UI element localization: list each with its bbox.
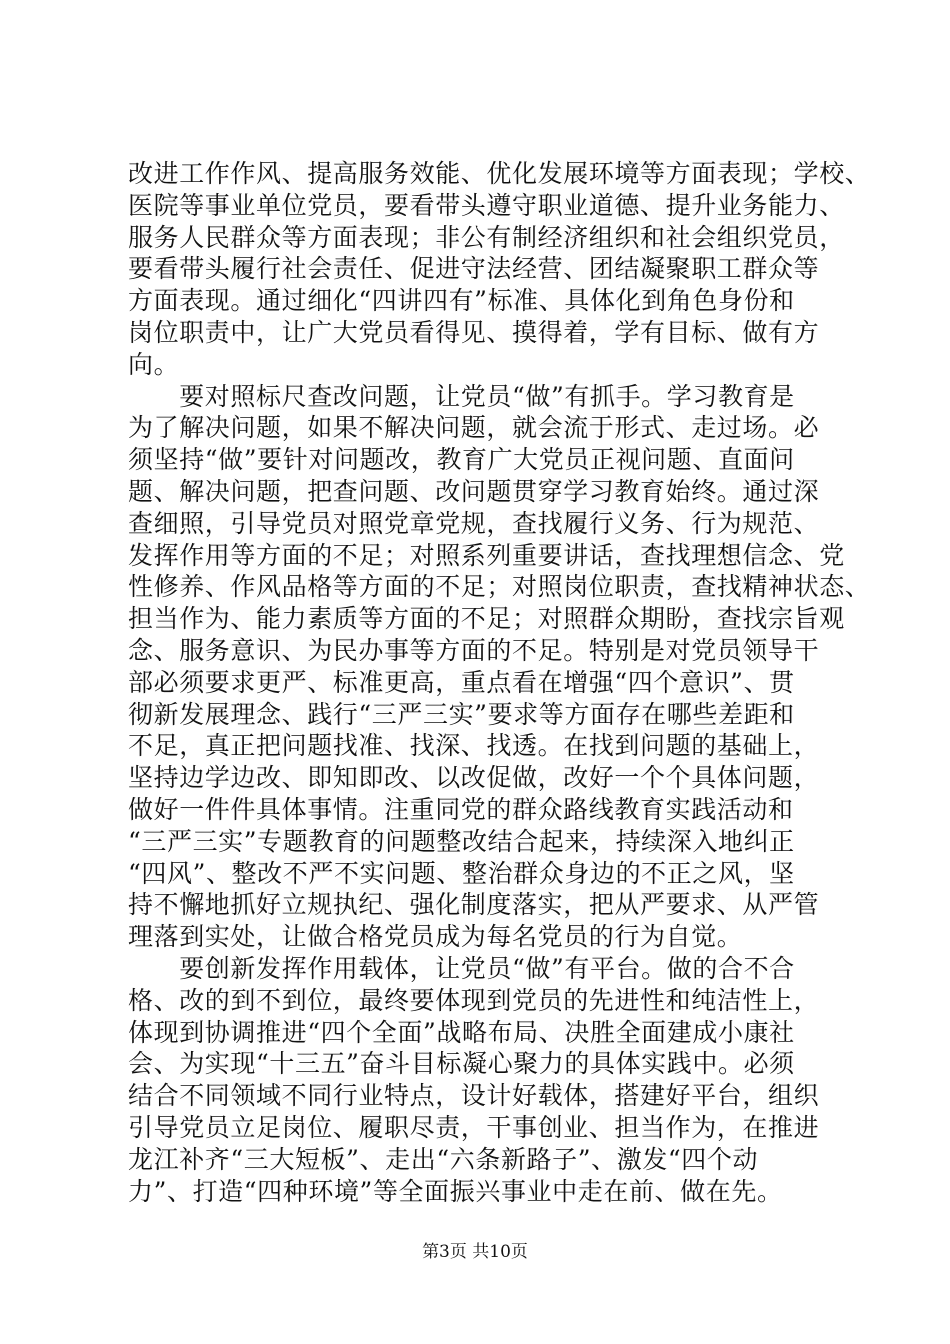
text-line: “四风”、整改不严不实问题、整治群众身边的不正之风，坚 (128, 858, 795, 888)
text-line: 为了解决问题，如果不解决问题，就会流于形式、走过场。必 (128, 413, 820, 443)
page-footer: 第3页 共10页 (422, 1242, 528, 1262)
text-line: 会、为实现“十三五”奋斗目标凝心聚力的具体实践中。必须 (128, 1049, 795, 1079)
text-line: 发挥作用等方面的不足；对照系列重要讲话，查找理想信念、党 (128, 540, 845, 570)
text-line: 向。 (128, 349, 180, 379)
text-line: 格、改的到不到位，最终要体现到党员的先进性和纯洁性上， (128, 985, 820, 1015)
text-line: 结合不同领域不同行业特点，设计好载体，搭建好平台，组织 (128, 1081, 820, 1111)
text-line: “三严三实”专题教育的问题整改结合起来，持续深入地纠正 (128, 826, 795, 856)
text-line: 要看带头履行社会责任、促进守法经营、团结凝聚职工群众等 (128, 254, 820, 284)
text-line: 改进工作作风、提高服务效能、优化发展环境等方面表现；学校、 (128, 159, 871, 188)
text-line: 须坚持“做”要针对问题改，教育广大党员正视问题、直面问 (128, 445, 795, 475)
text-line: 引导党员立足岗位、履职尽责，干事创业、担当作为，在推进 (128, 1112, 820, 1142)
text-line: 医院等事业单位党员，要看带头遵守职业道德、提升业务能力、 (128, 190, 845, 220)
text-line: 持不懈地抓好立规执纪、强化制度落实，把从严要求、从严管 (128, 890, 820, 920)
text-line: 服务人民群众等方面表现；非公有制经济组织和社会组织党员， (128, 222, 845, 252)
text-line: 做好一件件具体事情。注重同党的群众路线教育实践活动和 (128, 794, 794, 824)
text-line: 性修养、作风品格等方面的不足；对照岗位职责，查找精神状态、 (128, 572, 871, 602)
text-line: 要对照标尺查改问题，让党员“做”有抓手。学习教育是 (128, 381, 795, 411)
text-line: 要创新发挥作用载体，让党员“做”有平台。做的合不合 (128, 953, 795, 983)
text-line: 理落到实处，让做合格党员成为每名党员的行为自觉。 (128, 922, 743, 952)
text-line: 部必须要求更严、标准更高，重点看在增强“四个意识”、贯 (128, 667, 795, 697)
text-line: 担当作为、能力素质等方面的不足；对照群众期盼，查找宗旨观 (128, 604, 845, 634)
text-line: 题、解决问题，把查问题、改问题贯穿学习教育始终。通过深 (128, 476, 820, 506)
text-line: 念、服务意识、为民办事等方面的不足。特别是对党员领导干 (128, 635, 820, 665)
text-line: 岗位职责中，让广大党员看得见、摸得着，学有目标、做有方 (128, 317, 820, 347)
text-line: 不足，真正把问题找准、找深、找透。在找到问题的基础上， (128, 731, 820, 761)
text-line: 力”、打造“四种环境”等全面振兴事业中走在前、做在先。 (128, 1176, 783, 1206)
text-line: 方面表现。通过细化“四讲四有”标准、具体化到角色身份和 (128, 286, 795, 316)
body-text (128, 158, 871, 1207)
text-line: 查细照，引导党员对照党章党规，查找履行义务、行为规范、 (128, 508, 820, 538)
text-line: 龙江补齐“三大短板”、走出“六条新路子”、激发“四个动 (128, 1144, 759, 1174)
text-line: 体现到协调推进“四个全面”战略布局、决胜全面建成小康社 (128, 1017, 795, 1047)
text-line: 彻新发展理念、践行“三严三实”要求等方面存在哪些差距和 (128, 699, 795, 729)
text-line: 坚持边学边改、即知即改、以改促做，改好一个个具体问题， (128, 763, 820, 793)
